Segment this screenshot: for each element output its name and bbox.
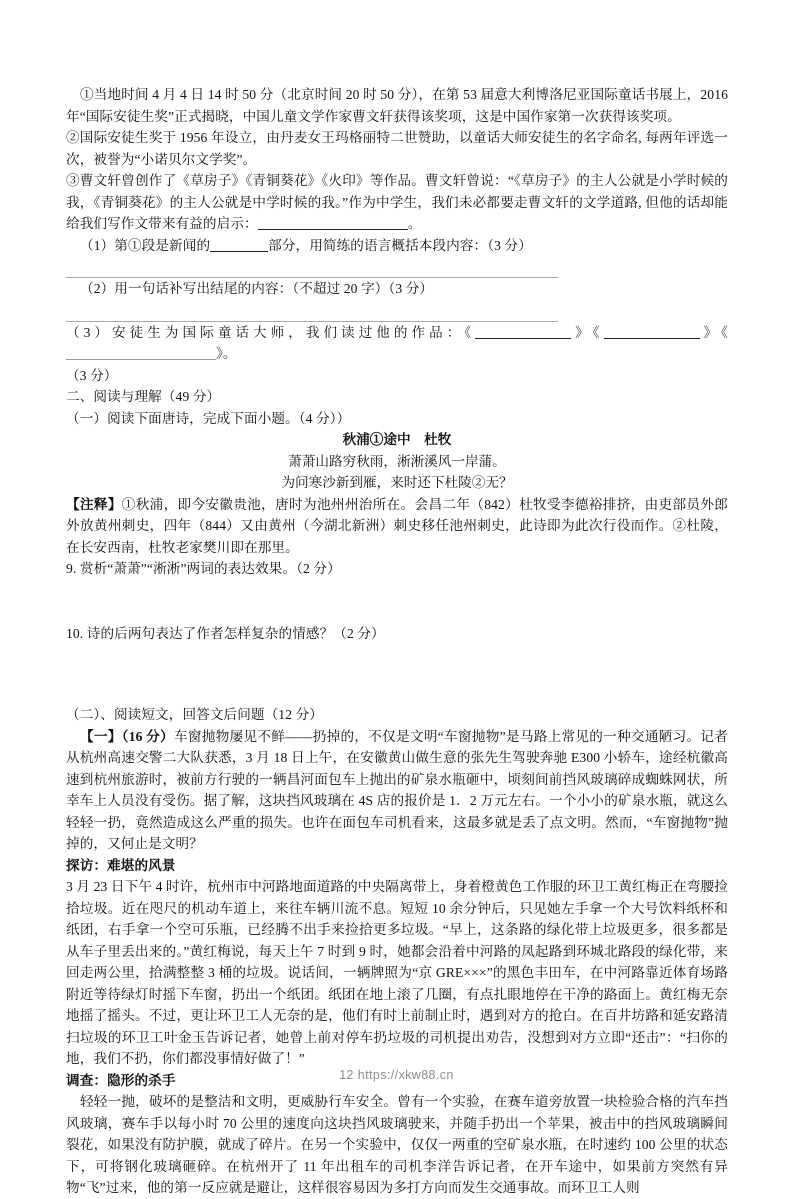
article-subheading-2: 调查：隐形的杀手 <box>66 1072 176 1088</box>
poem-annotation <box>66 494 728 559</box>
question-1-blank[interactable] <box>210 251 268 252</box>
question-3-post: 》。 <box>216 346 237 361</box>
question-3-points: （3 分） <box>66 367 118 383</box>
article-lead-text: 车窗抛物屡见不鲜——扔掉的，不仅是文明“车窗抛物”是马路上常见的一种交通陋习。记者从杭州高速交警二大队获悉，3 月 18 日上午，在安徽黄山做生意的张先生驾驶奔驰 E300 小轿车，途经杭徽高速到杭州旅游时，被前方行驶的一辆昌河面包车上抛出的矿泉水瓶砸中，顷刻间前挡风玻璃碎成蜘蛛网状，所幸车上人员没有受伤。据了解，这块挡风玻璃在 4S 店的报价是 1．2 万元左右。一个小小的矿泉水瓶，就这么轻轻一扔，竟然造成这么严重的损失。也许在面包车司机看来，这最多就是丢了点文明。然而，“车窗抛物”抛掉的，又何止是文明？ <box>66 728 728 851</box>
question-3-blank-2[interactable] <box>604 338 700 339</box>
question-3-blank-1[interactable] <box>475 338 571 339</box>
question-3-mid-1: 》《 <box>571 324 604 340</box>
article-body-1: 3 月 23 日下午 4 时许，杭州市中河路地面道路的中央隔离带上，身着橙黄色工作服的环卫工黄红梅正在弯腰捡拾垃圾。近在咫尺的机动车道上，来往车辆川流不息。短短 10 余分钟后，只见她左手拿一个大号饮料纸杯和纸团，右手拿一个空可乐瓶，已经腾不出手来捡拾更多垃圾。“早上，这条路的绿化带上垃圾更多，很多都是从车子里丢出来的。”黄红梅说，每天上午 7 时到 9 时，她都会沿着中河路的凤起路到环城北路段的绿化带，来回走两公里，拾满整整 3 桶的垃圾。说话间，一辆牌照为“京 GRE×××”的黑色丰田车，在中河路靠近体育场路附近等待绿灯时摇下车窗，扔出一个纸团。纸团在地上滚了几圈，有点扎眼地停在干净的路面上。黄红梅无奈地摇了摇头。不过，更让环卫工人无奈的是，他们有时上前制止时，遇到对方的抢白。在百井坊路和延安路清扫垃圾的环卫工叶金玉告诉记者，她曾上前对停车扔垃圾的司机提出劝告，没想到对方立即“还击”：“扫你的地，我们不扔，你们都没事情好做了！” <box>66 879 728 1066</box>
section-two-sub-one: （一）阅读下面唐诗，完成下面小题。（4 分）） <box>66 410 351 426</box>
question-2: （2）用一句话补写出结尾的内容：（不超过 20 字）（3 分） <box>80 281 434 296</box>
question-3-blank-3[interactable] <box>66 359 216 360</box>
question-3-mid-2: 》《 <box>699 324 728 340</box>
page-footer: 12 https://xkw88.cn <box>339 1068 454 1082</box>
news-paragraph-2: ②国际安徒生奖于 1956 年设立，由丹麦女王玛格丽特二世赞助，以童话大师安徒生的名字命名, 每两年评选一次，被誉为“小诺贝尔文学奖”。 <box>66 130 728 167</box>
poem-line-1: 萧萧山路穷秋雨，淅淅溪风一岸蒲。 <box>288 453 506 469</box>
article-lead-paragraph <box>66 726 728 855</box>
article-marker: 【一】（16 分） <box>80 728 175 744</box>
article-body-2: 轻轻一抛，破坏的是整洁和文明，更威胁行车安全。曾有一个实验，在赛车道旁放置一块检验合格的汽车挡风玻璃，赛车手以每小时 70 公里的速度向这块挡风玻璃驶来，并随手扔出一个苹果，被击中的挡风玻璃瞬间裂花，如果没有防护膜，就成了碎片。在另一个实验中，仅仅一两重的空矿泉水瓶，在时速约 100 公里的状态下，可将钢化玻璃砸碎。在杭州开了 11 年出租车的司机李洋告诉记者，在开车途中，如果前方突然有异物“飞”过来，他的第一反应就是避让，这样很容易因为多打方向而发生交通事故。而环卫工人则 <box>66 1094 728 1195</box>
answer-line-1[interactable] <box>66 256 558 278</box>
poem-title: 秋浦①途中 杜牧 <box>342 432 452 447</box>
answer-line-2[interactable] <box>66 300 558 322</box>
answer-space-9 <box>66 580 728 623</box>
annotation-text: ①秋浦，即今安徽贵池，唐时为池州州治所在。会昌二年（842）杜牧受李德裕排挤，由吏部员外郎外放黄州刺史，四年（844）又由黄州（今湖北新洲）刺史移任池州刺史，此诗即为此次行役而作。②杜陵，在长安西南，杜牧老家樊川即在那里。 <box>66 496 728 555</box>
annotation-label: 【注释】 <box>66 496 122 512</box>
question-1-post: 部分，用简练的语言概括本段内容：（3 分） <box>268 237 532 253</box>
news-paragraph-3-tail: 。 <box>407 216 422 231</box>
question-1 <box>66 235 728 257</box>
section-two-heading: 二、阅读与理解（49 分） <box>66 389 221 404</box>
section-two-sub-two: （二）、阅读短文，回答文后问题（12 分） <box>66 707 323 722</box>
question-3 <box>66 322 728 365</box>
document-page <box>66 84 728 1199</box>
article-subheading-1: 探访：难堪的风景 <box>66 857 176 873</box>
question-1-pre: （1）第①段是新闻的 <box>80 237 211 253</box>
news-paragraph-3 <box>66 170 728 235</box>
poem-line-2: 为问寒沙新到雁，来时还下杜陵②无？ <box>281 475 513 490</box>
question-3-pre: （3）安徒生为国际童话大师，我们读过他的作品：《 <box>66 324 476 340</box>
news-paragraph-1: ①当地时间 4 月 4 日 14 时 50 分（北京时间 20 时 50 分），在第 53 届意大利博洛尼亚国际童话书展上，2016 年“国际安徒生奖”正式揭晓，中国儿童文学作家曹文轩获得该奖项，这是中国作家第一次获得该奖项。 <box>66 87 728 124</box>
answer-blank-inline[interactable] <box>258 229 408 230</box>
question-9: 9. 赏析“萧萧”“淅淅”两词的表达效果。（2 分） <box>66 561 341 576</box>
news-paragraph-3-text: ③曹文轩曾创作了《草房子》《青铜葵花》《火印》等作品。曹文轩曾说：“《草房子》的主人公就是小学时候的我，《青铜葵花》的主人公就是中学时候的我。”作为中学生，我们未必都要走曹文轩的文学道路, 但他的话却能给我们写作文带来有益的启示： <box>66 173 728 231</box>
answer-space-10 <box>66 644 728 704</box>
question-10: 10. 诗的后两句表达了作者怎样复杂的情感？（2 分） <box>66 625 385 641</box>
